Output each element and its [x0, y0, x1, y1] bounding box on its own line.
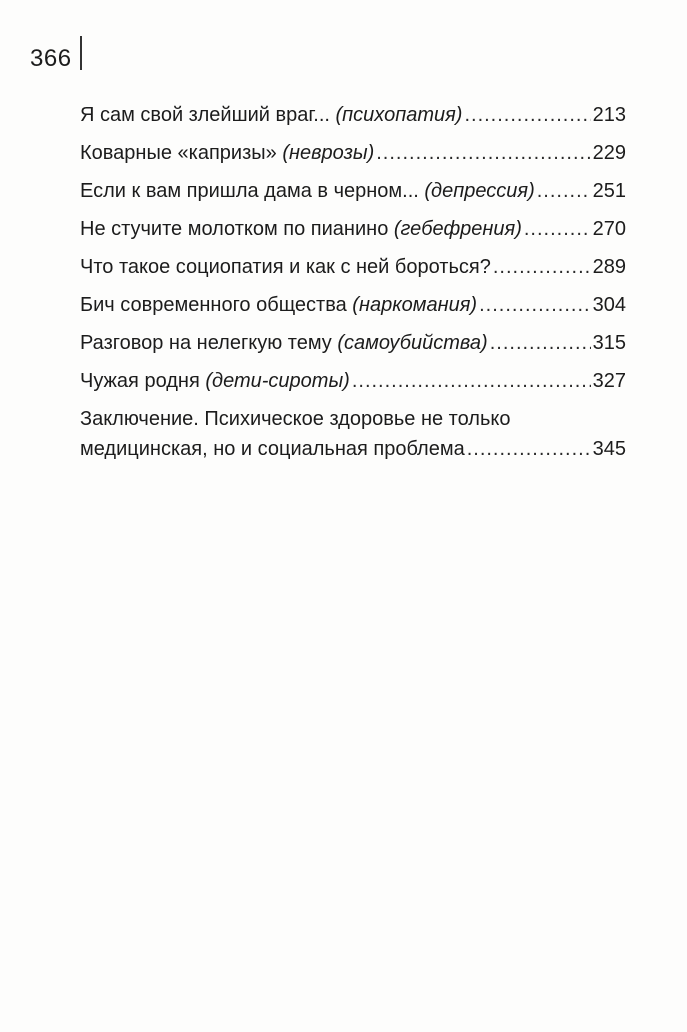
toc-entry-title-text: Коварные «капризы» — [80, 142, 277, 164]
toc-entry-title-line2: медицинская, но и социальная проблема — [80, 438, 465, 460]
toc-entry-page: 304 — [592, 294, 626, 316]
toc-entry-subtitle: (гебефрения) — [393, 218, 522, 240]
toc-entry-subtitle: (самоубийства) — [337, 332, 488, 354]
toc-entry-title — [80, 176, 535, 206]
toc-entry-page: 270 — [592, 218, 626, 240]
dot-leader — [479, 290, 591, 320]
toc-entry — [80, 100, 626, 138]
toc-entry-title — [80, 138, 374, 168]
toc-entry-page: 315 — [592, 332, 626, 354]
toc-entry-title — [80, 100, 462, 130]
toc-entry — [80, 328, 626, 366]
toc-entry — [80, 214, 626, 252]
toc-entry-subtitle: (наркомания) — [352, 294, 478, 316]
toc-entry — [80, 252, 626, 290]
toc-entry-subtitle: (психопатия) — [335, 104, 463, 126]
toc-entry-page: 251 — [592, 180, 626, 202]
toc-entry-title-line2-row — [80, 434, 626, 464]
toc-entry-final — [80, 404, 626, 464]
toc-entry-page: 345 — [592, 438, 626, 460]
toc-entry-subtitle: (неврозы) — [282, 142, 375, 164]
toc-entry-title — [80, 366, 350, 396]
dot-leader — [537, 176, 591, 206]
dot-leader — [493, 252, 591, 282]
dot-leader — [490, 328, 591, 358]
dot-leader — [467, 434, 591, 464]
toc-entry-page: 289 — [592, 256, 626, 278]
toc-entry-title-text: Разговор на нелегкую тему — [80, 332, 332, 354]
toc-entry — [80, 366, 626, 404]
toc-entry-title — [80, 214, 522, 244]
toc-entry-title-text: Бич современного общества — [80, 294, 347, 316]
toc-entry-title-text: Я сам свой злейший враг... — [80, 104, 330, 126]
toc-entry-page: 213 — [592, 104, 626, 126]
toc-entry-subtitle: (дети-сироты) — [205, 370, 350, 392]
toc-entry-title-text: Если к вам пришла дама в черном... — [80, 180, 419, 202]
toc-entry-title-line1: Заключение. Психическое здоровье не только — [80, 408, 511, 430]
dot-leader — [376, 138, 590, 168]
toc-entry-title — [80, 252, 491, 282]
dot-leader — [352, 366, 591, 396]
table-of-contents — [80, 100, 626, 464]
toc-entry — [80, 290, 626, 328]
toc-entry-page: 229 — [592, 142, 626, 164]
toc-entry-title-text: Не стучите молотком по пианино — [80, 218, 389, 240]
toc-entry-subtitle: (депрессия) — [424, 180, 535, 202]
header-rule — [80, 36, 82, 70]
toc-entry-title — [80, 290, 477, 320]
toc-entry-title-text: Что такое социопатия и как с ней бороться? — [80, 256, 491, 278]
toc-entry-page: 327 — [592, 370, 626, 392]
toc-entry — [80, 138, 626, 176]
dot-leader — [524, 214, 591, 244]
toc-entry — [80, 176, 626, 214]
page-number: 366 — [30, 45, 72, 72]
toc-entry-title — [80, 328, 488, 358]
dot-leader — [464, 100, 590, 130]
toc-entry-title-text: Чужая родня — [80, 370, 200, 392]
